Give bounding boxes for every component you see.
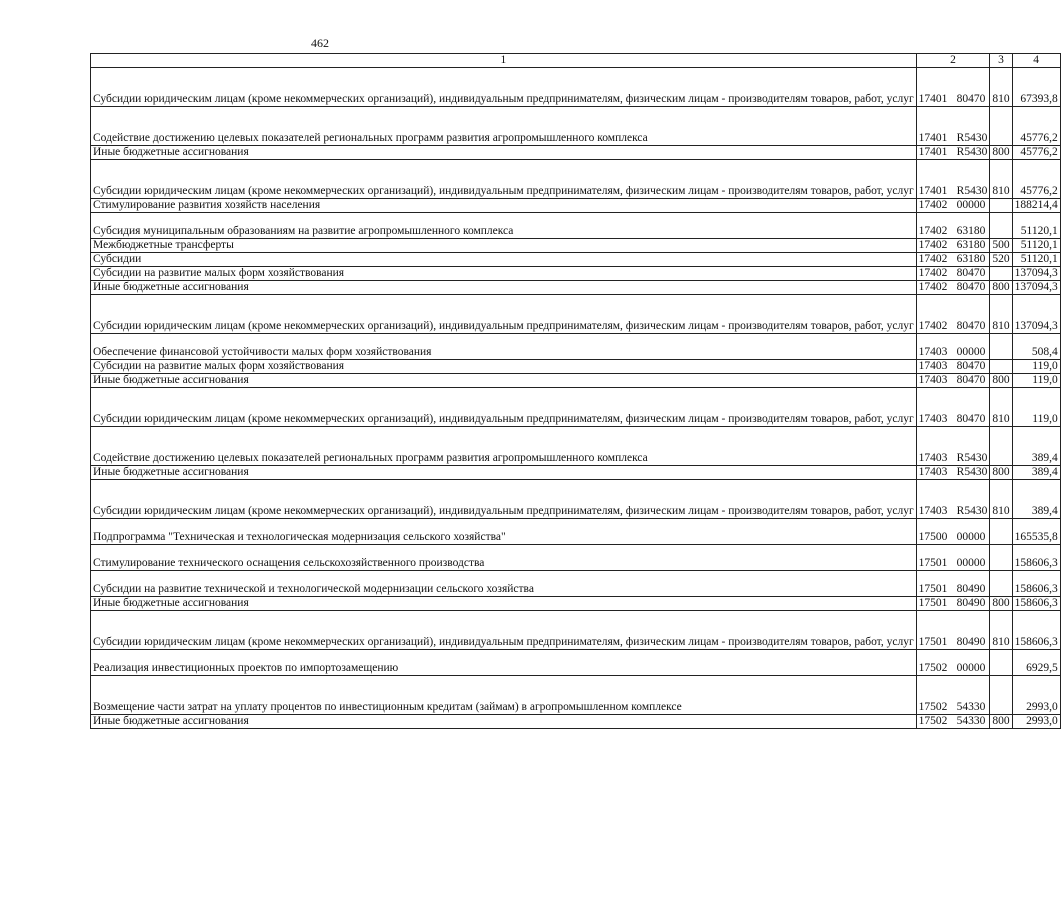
- row-amount: 51120,1: [1012, 239, 1060, 253]
- code-part-2: 80490: [956, 636, 986, 648]
- table-row: [91, 480, 1061, 519]
- row-target-code: [916, 253, 990, 267]
- page-number: 462: [311, 36, 329, 50]
- row-expense-type: [990, 650, 1012, 676]
- row-expense-type: 810: [990, 480, 1012, 519]
- budget-table: [90, 53, 1061, 729]
- table-row: [91, 253, 1061, 267]
- row-amount: 137094,3: [1012, 295, 1060, 334]
- row-expense-type: 810: [990, 160, 1012, 199]
- code-part-1: 17402: [918, 267, 948, 279]
- row-expense-type: 810: [990, 68, 1012, 107]
- code-part-2: R5430: [956, 132, 988, 144]
- row-amount: 119,0: [1012, 388, 1060, 427]
- code-part-1: 17403: [918, 505, 948, 517]
- row-amount: 51120,1: [1012, 213, 1060, 239]
- row-target-code: [916, 267, 990, 281]
- row-target-code: [916, 597, 990, 611]
- row-expense-type: 800: [990, 715, 1012, 729]
- row-name: Иные бюджетные ассигнования: [91, 146, 917, 160]
- row-name: Иные бюджетные ассигнования: [91, 597, 917, 611]
- code-part-2: 00000: [956, 531, 986, 543]
- row-expense-type: [990, 199, 1012, 213]
- code-part-1: 17403: [918, 374, 948, 386]
- table-row: [91, 676, 1061, 715]
- row-name: Субсидии юридическим лицам (кроме некоммерческих организаций), индивидуальным предпринимателям, физическим лицам - производителям товаров, работ, услуг: [91, 611, 917, 650]
- row-target-code: [916, 146, 990, 160]
- table-row: [91, 146, 1061, 160]
- row-name: Иные бюджетные ассигнования: [91, 374, 917, 388]
- code-part-2: 80470: [956, 374, 986, 386]
- row-target-code: [916, 650, 990, 676]
- row-name: Субсидии юридическим лицам (кроме некоммерческих организаций), индивидуальным предпринимателям, физическим лицам - производителям товаров, работ, услуг: [91, 388, 917, 427]
- row-name: Субсидия муниципальным образованиям на развитие агропромышленного комплекса: [91, 213, 917, 239]
- row-expense-type: 800: [990, 146, 1012, 160]
- table-body: [91, 68, 1061, 729]
- code-part-1: 17402: [918, 253, 948, 265]
- table-row: [91, 199, 1061, 213]
- row-expense-type: [990, 676, 1012, 715]
- row-expense-type: 800: [990, 374, 1012, 388]
- row-target-code: [916, 295, 990, 334]
- row-amount: 158606,3: [1012, 597, 1060, 611]
- table-row: [91, 545, 1061, 571]
- code-part-1: 17502: [918, 715, 948, 727]
- row-amount: 2993,0: [1012, 715, 1060, 729]
- row-name: Стимулирование технического оснащения сельскохозяйственного производства: [91, 545, 917, 571]
- code-part-2: R5430: [956, 185, 988, 197]
- row-target-code: [916, 334, 990, 360]
- code-part-1: 17402: [918, 239, 948, 251]
- code-part-1: 17402: [918, 199, 948, 211]
- table-row: [91, 650, 1061, 676]
- row-expense-type: 500: [990, 239, 1012, 253]
- code-part-1: 17401: [918, 93, 948, 105]
- row-target-code: [916, 480, 990, 519]
- code-part-1: 17402: [918, 320, 948, 332]
- code-part-1: 17501: [918, 583, 948, 595]
- row-expense-type: 800: [990, 597, 1012, 611]
- code-part-1: 17401: [918, 185, 948, 197]
- row-name: Содействие достижению целевых показателей региональных программ развития агропромышленного комплекса: [91, 427, 917, 466]
- row-target-code: [916, 545, 990, 571]
- row-amount: 45776,2: [1012, 107, 1060, 146]
- row-target-code: [916, 466, 990, 480]
- code-part-2: 54330: [956, 701, 986, 713]
- header-col-3: 3: [990, 54, 1012, 68]
- row-expense-type: [990, 427, 1012, 466]
- code-part-1: 17403: [918, 413, 948, 425]
- row-target-code: [916, 107, 990, 146]
- table-header-row: [91, 54, 1061, 68]
- row-target-code: [916, 213, 990, 239]
- row-name: Субсидии на развитие малых форм хозяйствования: [91, 360, 917, 374]
- row-target-code: [916, 68, 990, 107]
- row-name: Межбюджетные трансферты: [91, 239, 917, 253]
- table-row: [91, 160, 1061, 199]
- row-target-code: [916, 160, 990, 199]
- row-expense-type: [990, 571, 1012, 597]
- row-expense-type: [990, 213, 1012, 239]
- table-row: [91, 281, 1061, 295]
- header-col-4: 4: [1012, 54, 1060, 68]
- table-row: [91, 239, 1061, 253]
- row-expense-type: 810: [990, 388, 1012, 427]
- code-part-1: 17501: [918, 557, 948, 569]
- row-expense-type: [990, 267, 1012, 281]
- table-row: [91, 267, 1061, 281]
- code-part-1: 17501: [918, 636, 948, 648]
- row-amount: 188214,4: [1012, 199, 1060, 213]
- code-part-1: 17401: [918, 146, 948, 158]
- table-row: [91, 427, 1061, 466]
- code-part-2: 80490: [956, 583, 986, 595]
- row-target-code: [916, 715, 990, 729]
- table-row: [91, 295, 1061, 334]
- row-name: Реализация инвестиционных проектов по импортозамещению: [91, 650, 917, 676]
- code-part-2: R5430: [956, 505, 988, 517]
- row-amount: 165535,8: [1012, 519, 1060, 545]
- code-part-1: 17401: [918, 132, 948, 144]
- row-expense-type: [990, 360, 1012, 374]
- code-part-2: 80470: [956, 320, 986, 332]
- code-part-2: 80470: [956, 267, 986, 279]
- code-part-2: R5430: [956, 466, 988, 478]
- row-amount: 389,4: [1012, 427, 1060, 466]
- row-expense-type: [990, 107, 1012, 146]
- code-part-1: 17502: [918, 662, 948, 674]
- row-name: Субсидии на развитие технической и технологической модернизации сельского хозяйства: [91, 571, 917, 597]
- row-amount: 119,0: [1012, 360, 1060, 374]
- row-amount: 51120,1: [1012, 253, 1060, 267]
- table-row: [91, 334, 1061, 360]
- row-name: Обеспечение финансовой устойчивости малых форм хозяйствования: [91, 334, 917, 360]
- code-part-2: 63180: [956, 225, 986, 237]
- row-name: Субсидии на развитие малых форм хозяйствования: [91, 267, 917, 281]
- table-row: [91, 571, 1061, 597]
- table-row: [91, 360, 1061, 374]
- row-amount: 389,4: [1012, 480, 1060, 519]
- code-part-1: 17502: [918, 701, 948, 713]
- code-part-2: 63180: [956, 239, 986, 251]
- row-amount: 6929,5: [1012, 650, 1060, 676]
- row-target-code: [916, 374, 990, 388]
- table-row: [91, 519, 1061, 545]
- row-amount: 67393,8: [1012, 68, 1060, 107]
- row-name: Иные бюджетные ассигнования: [91, 281, 917, 295]
- code-part-1: 17402: [918, 225, 948, 237]
- row-name: Иные бюджетные ассигнования: [91, 466, 917, 480]
- code-part-2: 00000: [956, 557, 986, 569]
- row-target-code: [916, 281, 990, 295]
- row-expense-type: 520: [990, 253, 1012, 267]
- table-row: [91, 374, 1061, 388]
- header-col-1: 1: [91, 54, 917, 68]
- table-row: [91, 715, 1061, 729]
- row-amount: 137094,3: [1012, 281, 1060, 295]
- table-row: [91, 611, 1061, 650]
- row-name: Субсидии: [91, 253, 917, 267]
- code-part-1: 17403: [918, 452, 948, 464]
- code-part-1: 17500: [918, 531, 948, 543]
- row-target-code: [916, 676, 990, 715]
- code-part-2: 54330: [956, 715, 986, 727]
- row-name: Возмещение части затрат на уплату процентов по инвестиционным кредитам (займам) в агропромышленном комплексе: [91, 676, 917, 715]
- table-row: [91, 213, 1061, 239]
- row-amount: 119,0: [1012, 374, 1060, 388]
- table-row: [91, 68, 1061, 107]
- row-target-code: [916, 427, 990, 466]
- table-row: [91, 107, 1061, 146]
- code-part-1: 17403: [918, 466, 948, 478]
- code-part-2: 00000: [956, 199, 986, 211]
- code-part-1: 17403: [918, 346, 948, 358]
- row-amount: 508,4: [1012, 334, 1060, 360]
- row-target-code: [916, 571, 990, 597]
- row-amount: 158606,3: [1012, 545, 1060, 571]
- code-part-2: 80470: [956, 413, 986, 425]
- table-row: [91, 597, 1061, 611]
- row-expense-type: 800: [990, 466, 1012, 480]
- row-target-code: [916, 519, 990, 545]
- row-expense-type: 810: [990, 611, 1012, 650]
- code-part-2: R5430: [956, 452, 988, 464]
- row-name: Субсидии юридическим лицам (кроме некоммерческих организаций), индивидуальным предпринимателям, физическим лицам - производителям товаров, работ, услуг: [91, 480, 917, 519]
- row-target-code: [916, 360, 990, 374]
- row-amount: 45776,2: [1012, 160, 1060, 199]
- row-name: Субсидии юридическим лицам (кроме некоммерческих организаций), индивидуальным предпринимателям, физическим лицам - производителям товаров, работ, услуг: [91, 295, 917, 334]
- code-part-2: 00000: [956, 662, 986, 674]
- code-part-2: 80470: [956, 281, 986, 293]
- row-amount: 389,4: [1012, 466, 1060, 480]
- code-part-1: 17403: [918, 360, 948, 372]
- row-amount: 45776,2: [1012, 146, 1060, 160]
- row-amount: 137094,3: [1012, 267, 1060, 281]
- row-target-code: [916, 611, 990, 650]
- row-name: Стимулирование развития хозяйств населения: [91, 199, 917, 213]
- row-name: Подпрограмма "Техническая и технологическая модернизация сельского хозяйства": [91, 519, 917, 545]
- row-expense-type: 800: [990, 281, 1012, 295]
- row-expense-type: [990, 545, 1012, 571]
- code-part-2: 80470: [956, 93, 986, 105]
- row-amount: 158606,3: [1012, 571, 1060, 597]
- code-part-2: 63180: [956, 253, 986, 265]
- row-target-code: [916, 239, 990, 253]
- table-row: [91, 466, 1061, 480]
- row-name: Субсидии юридическим лицам (кроме некоммерческих организаций), индивидуальным предпринимателям, физическим лицам - производителям товаров, работ, услуг: [91, 160, 917, 199]
- row-expense-type: [990, 334, 1012, 360]
- row-expense-type: [990, 519, 1012, 545]
- row-target-code: [916, 199, 990, 213]
- row-name: Иные бюджетные ассигнования: [91, 715, 917, 729]
- table-row: [91, 388, 1061, 427]
- code-part-2: R5430: [956, 146, 988, 158]
- code-part-2: 00000: [956, 346, 986, 358]
- header-col-2: 2: [916, 54, 990, 68]
- code-part-1: 17402: [918, 281, 948, 293]
- row-target-code: [916, 388, 990, 427]
- row-name: Субсидии юридическим лицам (кроме некоммерческих организаций), индивидуальным предпринимателям, физическим лицам - производителям товаров, работ, услуг: [91, 68, 917, 107]
- row-expense-type: 810: [990, 295, 1012, 334]
- code-part-1: 17501: [918, 597, 948, 609]
- row-amount: 158606,3: [1012, 611, 1060, 650]
- code-part-2: 80490: [956, 597, 986, 609]
- row-amount: 2993,0: [1012, 676, 1060, 715]
- code-part-2: 80470: [956, 360, 986, 372]
- row-name: Содействие достижению целевых показателей региональных программ развития агропромышленного комплекса: [91, 107, 917, 146]
